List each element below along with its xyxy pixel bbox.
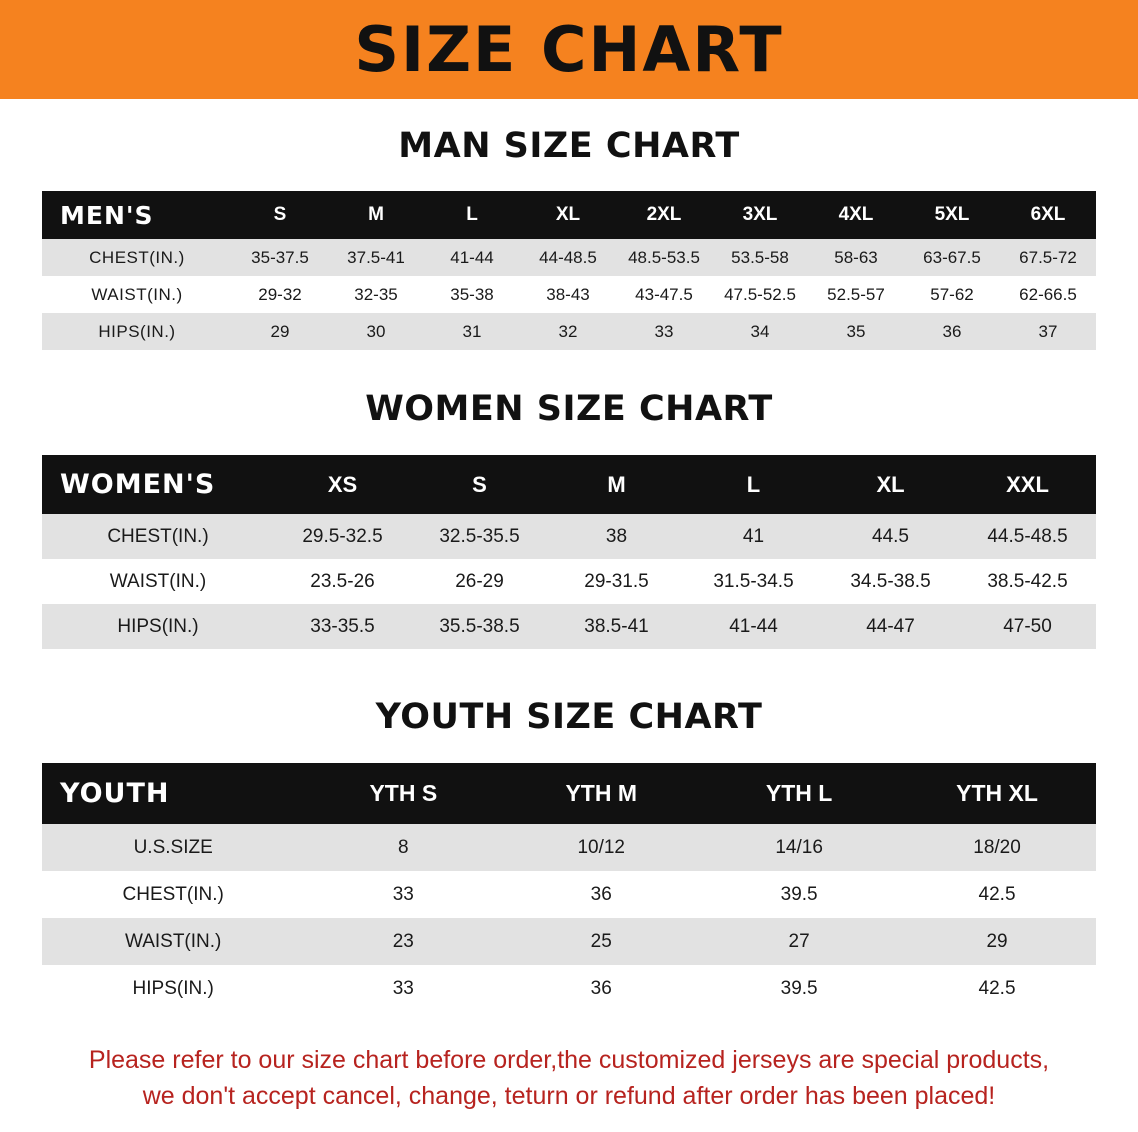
policy-note-line-1: Please refer to our size chart before order,the customized jerseys are special products, [88, 1046, 1050, 1074]
man-cell-2-8: 37 [1000, 313, 1096, 350]
youth-row-1-label: CHEST(IN.) [42, 871, 304, 918]
youth-row-0-label: U.S.SIZE [42, 824, 304, 871]
table-header-row [42, 191, 1096, 239]
table-header-row [42, 455, 1096, 514]
women-cell-1-0: 23.5-26 [274, 559, 411, 604]
man-col-1: M [328, 191, 424, 239]
man-row-2-label: HIPS(IN.) [42, 313, 232, 350]
man-col-8: 6XL [1000, 191, 1096, 239]
youth-row-2-label: WAIST(IN.) [42, 918, 304, 965]
man-col-0: S [232, 191, 328, 239]
youth-size-table [42, 763, 1096, 1012]
youth-cell-0-0: 8 [304, 824, 502, 871]
women-cell-2-4: 44-47 [822, 604, 959, 649]
man-cell-1-8: 62-66.5 [1000, 276, 1096, 313]
table-row [42, 559, 1096, 604]
man-cell-1-1: 32-35 [328, 276, 424, 313]
man-cell-2-0: 29 [232, 313, 328, 350]
youth-cell-1-2: 39.5 [700, 871, 898, 918]
man-cell-2-1: 30 [328, 313, 424, 350]
man-section-title: MAN SIZE CHART [398, 126, 740, 166]
man-cell-0-1: 37.5-41 [328, 239, 424, 276]
youth-header-label: YOUTH [42, 763, 304, 824]
women-cell-1-1: 26-29 [411, 559, 548, 604]
man-col-4: 2XL [616, 191, 712, 239]
man-cell-0-8: 67.5-72 [1000, 239, 1096, 276]
women-cell-1-4: 34.5-38.5 [822, 559, 959, 604]
youth-col-1: YTH M [502, 763, 700, 824]
women-cell-2-1: 35.5-38.5 [411, 604, 548, 649]
youth-cell-1-3: 42.5 [898, 871, 1096, 918]
table-row [42, 604, 1096, 649]
man-col-5: 3XL [712, 191, 808, 239]
women-table-wrapper [42, 455, 1096, 649]
man-cell-1-3: 38-43 [520, 276, 616, 313]
man-col-3: XL [520, 191, 616, 239]
man-cell-1-6: 52.5-57 [808, 276, 904, 313]
youth-cell-1-1: 36 [502, 871, 700, 918]
women-col-3: L [685, 455, 822, 514]
women-section-title: WOMEN SIZE CHART [365, 389, 773, 429]
youth-cell-3-1: 36 [502, 965, 700, 1012]
man-cell-1-5: 47.5-52.5 [712, 276, 808, 313]
table-row [42, 276, 1096, 313]
man-row-0-label: CHEST(IN.) [42, 239, 232, 276]
table-row [42, 871, 1096, 918]
women-cell-2-0: 33-35.5 [274, 604, 411, 649]
women-cell-0-1: 32.5-35.5 [411, 514, 548, 559]
man-cell-2-3: 32 [520, 313, 616, 350]
women-cell-0-2: 38 [548, 514, 685, 559]
women-col-5: XXL [959, 455, 1096, 514]
man-cell-1-0: 29-32 [232, 276, 328, 313]
youth-cell-0-1: 10/12 [502, 824, 700, 871]
youth-cell-3-3: 42.5 [898, 965, 1096, 1012]
man-cell-2-6: 35 [808, 313, 904, 350]
man-cell-2-4: 33 [616, 313, 712, 350]
youth-cell-3-0: 33 [304, 965, 502, 1012]
women-col-2: M [548, 455, 685, 514]
man-row-1-label: WAIST(IN.) [42, 276, 232, 313]
table-row [42, 514, 1096, 559]
man-cell-0-4: 48.5-53.5 [616, 239, 712, 276]
man-table-wrapper [42, 191, 1096, 350]
women-cell-1-2: 29-31.5 [548, 559, 685, 604]
table-row [42, 965, 1096, 1012]
women-col-1: S [411, 455, 548, 514]
women-cell-2-2: 38.5-41 [548, 604, 685, 649]
youth-cell-2-3: 29 [898, 918, 1096, 965]
man-cell-1-7: 57-62 [904, 276, 1000, 313]
women-header-label: WOMEN'S [42, 455, 274, 514]
table-header-row [42, 763, 1096, 824]
women-col-4: XL [822, 455, 959, 514]
women-cell-1-3: 31.5-34.5 [685, 559, 822, 604]
policy-note-line-2: we don't accept cancel, change, teturn or refund after order has been placed! [142, 1082, 996, 1111]
women-cell-0-4: 44.5 [822, 514, 959, 559]
man-cell-2-7: 36 [904, 313, 1000, 350]
youth-cell-2-0: 23 [304, 918, 502, 965]
man-cell-2-5: 34 [712, 313, 808, 350]
man-cell-0-7: 63-67.5 [904, 239, 1000, 276]
man-cell-0-5: 53.5-58 [712, 239, 808, 276]
youth-table-wrapper [42, 763, 1096, 1012]
youth-col-3: YTH XL [898, 763, 1096, 824]
women-cell-0-3: 41 [685, 514, 822, 559]
youth-col-2: YTH L [700, 763, 898, 824]
youth-cell-2-2: 27 [700, 918, 898, 965]
banner [0, 0, 1138, 99]
table-row [42, 824, 1096, 871]
man-cell-0-3: 44-48.5 [520, 239, 616, 276]
youth-cell-0-3: 18/20 [898, 824, 1096, 871]
man-cell-2-2: 31 [424, 313, 520, 350]
youth-row-3-label: HIPS(IN.) [42, 965, 304, 1012]
women-row-2-label: HIPS(IN.) [42, 604, 274, 649]
table-row [42, 918, 1096, 965]
women-cell-1-5: 38.5-42.5 [959, 559, 1096, 604]
women-cell-0-5: 44.5-48.5 [959, 514, 1096, 559]
man-header-label: MEN'S [42, 191, 232, 239]
man-col-7: 5XL [904, 191, 1000, 239]
table-row [42, 239, 1096, 276]
man-col-6: 4XL [808, 191, 904, 239]
man-cell-0-0: 35-37.5 [232, 239, 328, 276]
man-cell-0-6: 58-63 [808, 239, 904, 276]
table-row [42, 313, 1096, 350]
women-col-0: XS [274, 455, 411, 514]
man-cell-1-2: 35-38 [424, 276, 520, 313]
women-row-0-label: CHEST(IN.) [42, 514, 274, 559]
youth-col-0: YTH S [304, 763, 502, 824]
policy-note [40, 1042, 1098, 1115]
page-title: SIZE CHART [354, 12, 784, 86]
youth-cell-0-2: 14/16 [700, 824, 898, 871]
youth-cell-1-0: 33 [304, 871, 502, 918]
youth-section-title: YOUTH SIZE CHART [375, 697, 763, 737]
women-cell-2-5: 47-50 [959, 604, 1096, 649]
women-row-1-label: WAIST(IN.) [42, 559, 274, 604]
youth-cell-2-1: 25 [502, 918, 700, 965]
man-cell-1-4: 43-47.5 [616, 276, 712, 313]
women-size-table [42, 455, 1096, 649]
man-col-2: L [424, 191, 520, 239]
women-cell-0-0: 29.5-32.5 [274, 514, 411, 559]
man-cell-0-2: 41-44 [424, 239, 520, 276]
youth-cell-3-2: 39.5 [700, 965, 898, 1012]
women-cell-2-3: 41-44 [685, 604, 822, 649]
man-size-table [42, 191, 1096, 350]
